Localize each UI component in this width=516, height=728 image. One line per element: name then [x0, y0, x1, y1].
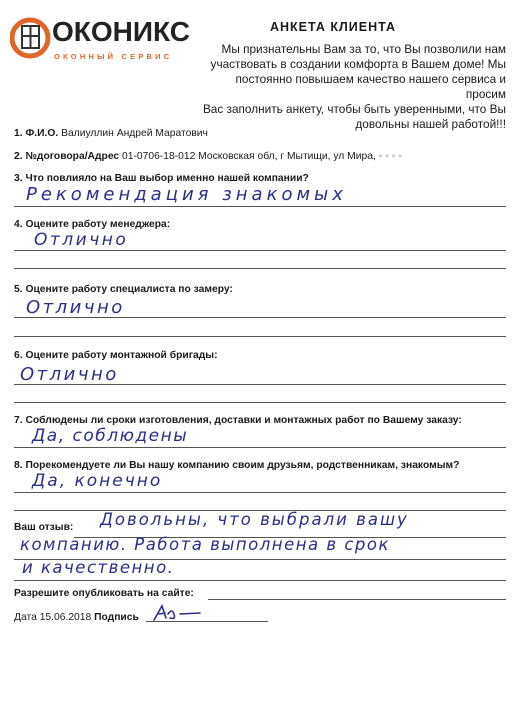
date-value: 15.06.2018 [39, 612, 92, 623]
question-4-answer: Отлично [34, 230, 129, 250]
review-line-3: и качественно. [22, 558, 175, 577]
company-logo [10, 14, 210, 66]
question-5-label: 5. Оцените работу специалиста по замеру: [14, 284, 233, 295]
redacted-address: ▪ ▪ ▪ ▪ [378, 151, 402, 162]
question-5-answer: Отлично [26, 297, 125, 318]
question-8-answer: Да, конечно [32, 471, 163, 491]
question-1 [14, 128, 208, 139]
question-7-label: 7. Соблюдены ли сроки изготовления, доставки и монтажных работ по Вашему заказу: [14, 415, 462, 426]
answer-line [14, 317, 506, 318]
review-line-1: Довольны, что выбрали вашу [100, 510, 409, 529]
question-2-label: 2. №договора/Адрес [14, 151, 120, 162]
question-7-answer: Да, соблюдены [32, 426, 189, 446]
answer-line [208, 599, 506, 600]
question-4-label: 4. Оцените работу менеджера: [14, 219, 171, 230]
question-1-label: 1. Ф.И.О. [14, 128, 59, 139]
intro-text: Мы признательны Вам за то, что Вы позволили нам участвовать в создании комфорта в Вашем доме! Мы постоянно повышаем качество нашего сервиса и просим Вас заполнить анкету, чтобы быть уверенными, что Вы довольны нашей работой!!! [202, 42, 506, 131]
question-1-value: Валиуллин Андрей Маратович [61, 128, 208, 139]
date-label: Дата [14, 612, 37, 623]
answer-line [14, 384, 506, 385]
question-2 [14, 151, 402, 162]
date-field [14, 612, 139, 623]
review-line-2: компанию. Работа выполнена в срок [20, 535, 390, 554]
logo-tagline: ОКОННЫЙ СЕРВИС [54, 52, 173, 61]
window-logo-icon [10, 14, 54, 60]
answer-line [14, 336, 506, 337]
answer-line [14, 492, 506, 493]
question-6-answer: Отлично [20, 364, 119, 385]
question-3-label: 3. Что повлияло на Ваш выбор именно нашей компании? [14, 173, 309, 184]
signature-label: Подпись [94, 612, 139, 623]
signature-line [146, 621, 268, 622]
answer-line [14, 580, 506, 581]
publish-permission-label: Разрешите опубликовать на сайте: [14, 588, 194, 599]
answer-line [14, 402, 506, 403]
answer-line [14, 447, 506, 448]
answer-line [14, 206, 506, 207]
logo-wordmark: ОКОНИКС [52, 16, 190, 47]
question-3-answer: Рекомендация знакомых [26, 184, 347, 205]
question-8-label: 8. Порекомендуете ли Вы нашу компанию своим друзьям, родственникам, знакомым? [14, 460, 460, 471]
question-2-value: 01-0706-18-012 Московская обл, г Мытищи, ул Мира, [122, 151, 376, 162]
answer-line [14, 250, 506, 251]
form-title: АНКЕТА КЛИЕНТА [270, 20, 396, 34]
answer-line [14, 268, 506, 269]
question-6-label: 6. Оцените работу монтажной бригады: [14, 350, 218, 361]
review-label: Ваш отзыв: [14, 522, 74, 533]
